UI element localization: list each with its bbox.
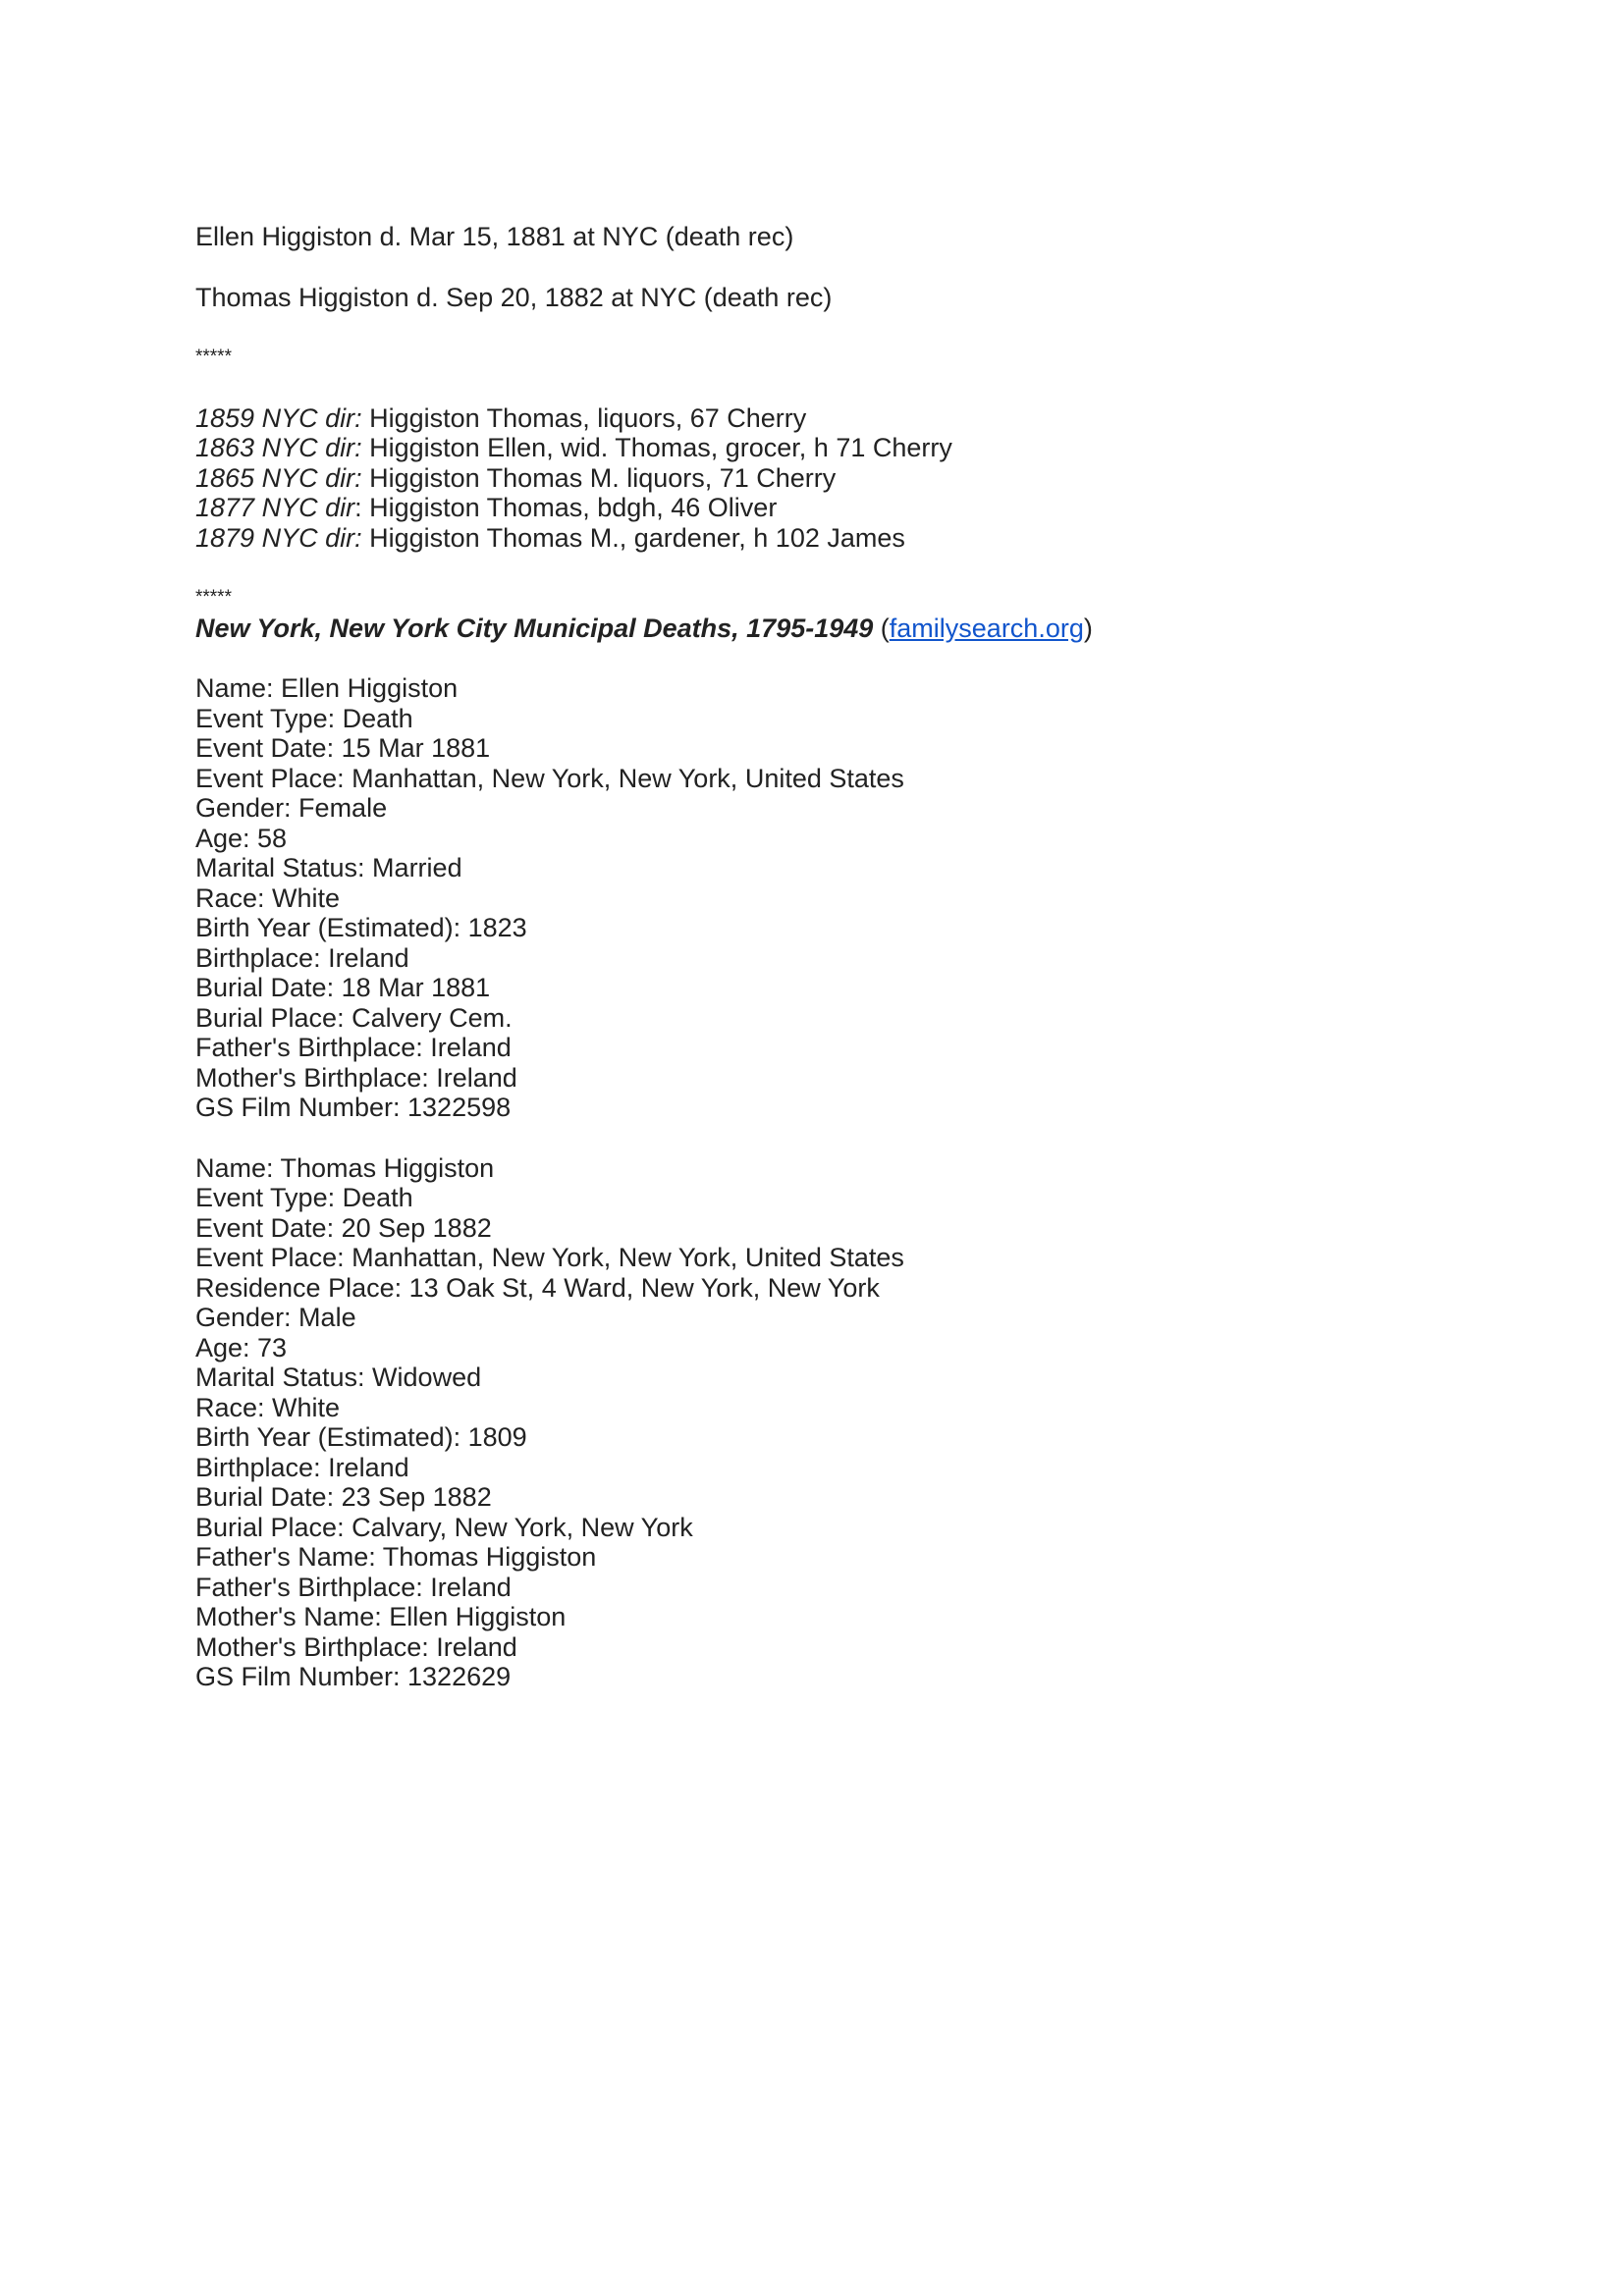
record-field: Age: 73 [195, 1332, 288, 1362]
record-field: Marital Status: Widowed [195, 1362, 482, 1392]
record-field: Burial Date: 23 Sep 1882 [195, 1482, 492, 1512]
record-field: Birthplace: Ireland [195, 1452, 409, 1482]
document-page [195, 222, 1472, 1692]
paren-close: ) [1083, 613, 1093, 643]
record-field: Burial Place: Calvary, New York, New York [195, 1512, 693, 1542]
record-field: GS Film Number: 1322629 [195, 1662, 512, 1691]
summary-line-ellen: Ellen Higgiston d. Mar 15, 1881 at NYC (death rec) [195, 222, 794, 251]
directory-entry [195, 433, 1472, 463]
record-field: Race: White [195, 1392, 341, 1422]
spacer [195, 1123, 1472, 1153]
spacer [195, 312, 1472, 343]
record-field: Event Date: 15 Mar 1881 [195, 733, 491, 763]
record-field: Gender: Male [195, 1303, 356, 1332]
familysearch-link[interactable]: familysearch.org [889, 613, 1084, 643]
directory-source: 1859 NYC dir: [195, 402, 362, 433]
separator-stars: ***** [195, 347, 232, 367]
directory-entry [195, 493, 1472, 523]
record-field: Mother's Name: Ellen Higgiston [195, 1602, 567, 1631]
source-title: New York, New York City Municipal Deaths, 1795-1949 [195, 613, 874, 643]
spacer [195, 252, 1472, 283]
directory-text: Higgiston Thomas M., gardener, h 102 James [361, 522, 905, 553]
directory-text: : Higgiston Thomas, bdgh, 46 Oliver [354, 493, 778, 522]
record-field: Gender: Female [195, 793, 388, 823]
spacer [195, 373, 1472, 403]
spacer [195, 643, 1472, 673]
record-field: Residence Place: 13 Oak St, 4 Ward, New York, New York [195, 1272, 880, 1303]
record-field: Event Type: Death [195, 703, 413, 733]
directory-entries [195, 403, 1472, 554]
directory-text: Higgiston Ellen, wid. Thomas, grocer, h 71 Cherry [361, 433, 952, 462]
record-field: Mother's Birthplace: Ireland [195, 1062, 517, 1093]
death-record-ellen [195, 673, 1472, 1123]
record-field: Event Date: 20 Sep 1882 [195, 1212, 492, 1243]
directory-source: 1865 NYC dir: [195, 462, 362, 493]
directory-entry [195, 403, 1472, 434]
record-field: Burial Date: 18 Mar 1881 [195, 973, 491, 1002]
record-field: Birth Year (Estimated): 1823 [195, 913, 527, 942]
death-record-thomas [195, 1153, 1472, 1692]
record-field: Father's Birthplace: Ireland [195, 1033, 512, 1062]
record-field: GS Film Number: 1322598 [195, 1093, 512, 1122]
spacer [195, 553, 1472, 583]
record-field: Name: Thomas Higgiston [195, 1152, 495, 1183]
record-field: Age: 58 [195, 823, 288, 853]
record-field: Birth Year (Estimated): 1809 [195, 1422, 527, 1452]
record-field: Event Type: Death [195, 1183, 413, 1212]
paren-open: ( [873, 613, 890, 643]
source-heading [195, 614, 1472, 644]
record-field: Burial Place: Calvery Cem. [195, 1002, 513, 1033]
directory-source: 1879 NYC dir: [195, 522, 362, 553]
record-field: Event Place: Manhattan, New York, New York, United States [195, 1243, 904, 1272]
separator-stars: ***** [195, 587, 232, 608]
record-field: Birthplace: Ireland [195, 942, 409, 973]
record-field: Father's Birthplace: Ireland [195, 1572, 512, 1602]
record-field: Father's Name: Thomas Higgiston [195, 1542, 597, 1572]
record-field: Name: Ellen Higgiston [195, 673, 459, 703]
summary-line-thomas: Thomas Higgiston d. Sep 20, 1882 at NYC (death rec) [195, 282, 833, 312]
directory-entry [195, 523, 1472, 554]
directory-source: 1863 NYC dir: [195, 433, 362, 462]
record-field: Race: White [195, 882, 341, 913]
directory-text: Higgiston Thomas, liquors, 67 Cherry [361, 402, 807, 433]
record-field: Marital Status: Married [195, 853, 462, 882]
directory-text: Higgiston Thomas M. liquors, 71 Cherry [361, 462, 837, 493]
directory-source: 1877 NYC dir [195, 493, 355, 522]
directory-entry [195, 463, 1472, 494]
record-field: Event Place: Manhattan, New York, New York, United States [195, 763, 904, 793]
record-field: Mother's Birthplace: Ireland [195, 1631, 517, 1662]
